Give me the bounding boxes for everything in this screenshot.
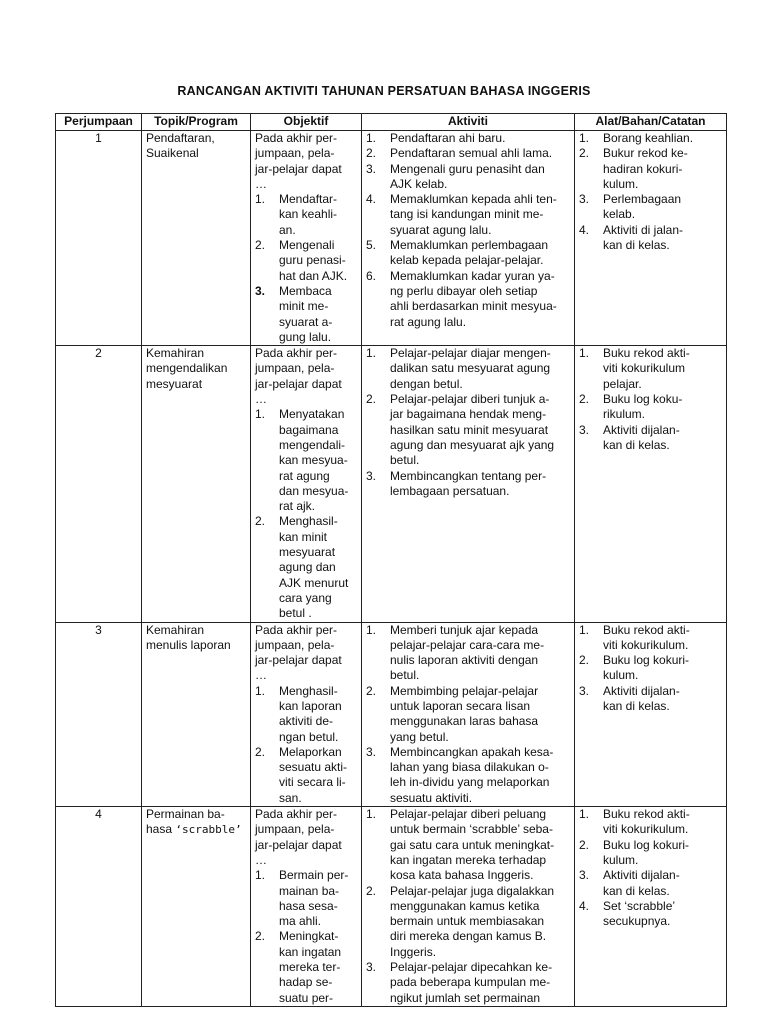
materials-list xyxy=(579,131,722,253)
list-item: 2. Pelajar-pelajar diberi tunjuk a- jar bagaimana hendak meng- hasilkan satu minit mesyuarat agung dan mesyuarat ajk yang betul. xyxy=(366,392,555,468)
list-item: 3. Aktiviti dijalan- kan di kelas. xyxy=(579,422,680,452)
objective-list xyxy=(255,868,357,1006)
objective-intro: Pada akhir per- jumpaan, pela- jar-pelajar dapat … xyxy=(255,131,342,191)
list-item: 1. Memberi tunjuk ajar kepada pelajar-pelajar cara-cara me- nulis laporan aktiviti dengan betul. xyxy=(366,622,545,683)
activity-table xyxy=(55,113,727,1007)
meeting-number: 3 xyxy=(56,622,142,807)
list-item: 2. Buku log koku- rikulum. xyxy=(579,392,683,422)
table-row xyxy=(56,807,727,1007)
list-item: 2. Buku log kokuri- kulum. xyxy=(579,837,690,867)
list-item: 4. Set ‘scrabble’ secukupnya. xyxy=(579,898,676,929)
table-row xyxy=(56,346,727,622)
objective-intro: Pada akhir per- jumpaan, pela- jar-pelajar dapat … xyxy=(255,622,342,683)
activity-list xyxy=(366,346,570,499)
list-item: 2. Membimbing pelajar-pelajar untuk laporan secara lisan menggunakan laras bahasa yang betul. xyxy=(366,683,539,744)
activity-cell xyxy=(362,131,575,346)
topic-cell: Kemahiran menulis laporan xyxy=(142,622,251,807)
objective-list xyxy=(255,192,357,345)
activity-cell xyxy=(362,807,575,1007)
list-item: 2. Buku log kokuri- kulum. xyxy=(579,653,690,683)
list-item: 4. Aktiviti di jalan- kan di kelas. xyxy=(579,222,684,253)
objective-cell xyxy=(251,622,362,807)
topic-cell: Pendaftaran, Suaikenal xyxy=(142,131,251,346)
objective-cell xyxy=(251,807,362,1007)
list-item: 1. Pelajar-pelajar diajar mengen- dalikan satu mesyuarat agung dengan betul. xyxy=(366,346,551,391)
materials-list xyxy=(579,807,722,929)
materials-cell xyxy=(575,346,727,622)
activity-list xyxy=(366,807,570,1006)
list-item: 2. Mengenali guru penasi- hat dan AJK. xyxy=(255,238,348,283)
activity-list xyxy=(366,131,570,330)
list-item: 1. Menyatakan bagaimana mengendali- kan mesyua- rat agung dan mesyua- rat ajk. xyxy=(255,407,349,514)
table-row xyxy=(56,622,727,807)
list-item: 4. Memaklumkan kepada ahli ten- tang isi kandungan minit me- syuarat agung lalu. xyxy=(366,192,557,237)
list-item: 1. Buku rekod akti- viti kokurikulum. xyxy=(579,622,690,652)
list-item: 3. Pelajar-pelajar dipecahkan ke- pada beberapa kumpulan me- ngikut jumlah set permainan xyxy=(366,960,553,1005)
list-item: 6. Memaklumkan kadar yuran ya- ng perlu dibayar oleh setiap ahli berdasarkan minit mesyua- rat agung lalu. xyxy=(366,268,557,329)
list-item: 2. Meningkat- kan ingatan mereka ter- hadap se- suatu per- xyxy=(255,929,342,1005)
topic-line: hasa ‘scrabble’ xyxy=(146,822,242,837)
materials-cell xyxy=(575,131,727,346)
objective-list xyxy=(255,407,357,621)
list-item: 3. Aktiviti dijalan- kan di kelas. xyxy=(579,868,680,898)
table-header-row xyxy=(56,114,727,131)
list-item: 1. Menghasil- kan laporan aktiviti de- ngan betul. xyxy=(255,683,342,744)
list-item: 1. Buku rekod akti- viti kokurikulum pelajar. xyxy=(579,346,690,391)
list-item: 3. Mengenali guru penasiht dan AJK kelab. xyxy=(366,161,545,191)
list-item: 3. Aktiviti dijalan- kan di kelas. xyxy=(579,683,680,713)
objective-intro: Pada akhir per- jumpaan, pela- jar-pelajar dapat … xyxy=(255,807,342,867)
activity-cell xyxy=(362,622,575,807)
materials-list xyxy=(579,623,722,715)
topic-cell: Kemahiran mengendalikan mesyuarat xyxy=(142,346,251,622)
activity-cell xyxy=(362,346,575,622)
materials-cell xyxy=(575,807,727,1007)
meeting-number: 1 xyxy=(56,131,142,346)
list-item: 3. Membincangkan tentang per- lembagaan persatuan. xyxy=(366,468,547,498)
topic-line: Permainan ba- xyxy=(146,807,225,822)
header-topik: Topik/Program xyxy=(142,114,251,131)
objective-cell xyxy=(251,131,362,346)
list-item: 1. Buku rekod akti- viti kokurikulum. xyxy=(579,807,690,837)
materials-list xyxy=(579,346,722,453)
list-item: 1. Pelajar-pelajar diberi peluang untuk bermain ‘scrabble’ seba- gai satu cara untuk meningkat- kan ingatan mereka terhadap kosa kata bahasa Inggeris. xyxy=(366,807,555,883)
topic-cell xyxy=(142,807,251,1007)
list-item: 3. Membaca minit me- syuarat a- gung lalu. xyxy=(255,283,333,344)
activity-list xyxy=(366,623,570,807)
list-item: 1. Mendaftar- kan keahli- an. xyxy=(255,192,338,237)
list-item: 2. Pendaftaran semual ahli lama. xyxy=(366,146,553,161)
list-item: 3. Perlembagaan kelab. xyxy=(579,192,682,222)
list-item: 1. Bermain per- mainan ba- hasa sesa- ma ahli. xyxy=(255,868,349,929)
list-item: 2. Bukur rekod ke- hadiran kokuri- kulum. xyxy=(579,146,688,191)
header-perjumpaan: Perjumpaan xyxy=(56,114,142,131)
objective-cell xyxy=(251,346,362,622)
list-item: 3. Membincangkan apakah kesa- lahan yang biasa dilakukan o- leh in-dividu yang melaporkan sesuatu aktiviti. xyxy=(366,744,554,805)
list-item: 2. Melaporkan sesuatu akti- viti secara li- san. xyxy=(255,744,348,805)
meeting-number: 2 xyxy=(56,346,142,622)
header-aktiviti: Aktiviti xyxy=(362,114,575,131)
table-row xyxy=(56,131,727,346)
list-item: 1. Pendaftaran ahi baru. xyxy=(366,131,506,145)
objective-list xyxy=(255,684,357,806)
list-item: 5. Memaklumkan perlembagaan kelab kepada pelajar-pelajar. xyxy=(366,238,549,268)
list-item: 2. Menghasil- kan minit mesyuarat agung dan AJK menurut cara yang betul . xyxy=(255,514,349,621)
list-item: 2. Pelajar-pelajar juga digalakkan menggunakan kamus ketika bermain untuk membiasakan diri mereka dengan kamus B. Inggeris. xyxy=(366,883,555,959)
meeting-number: 4 xyxy=(56,807,142,1007)
header-alat: Alat/Bahan/Catatan xyxy=(575,114,727,131)
objective-intro: Pada akhir per- jumpaan, pela- jar-pelajar dapat … xyxy=(255,346,342,407)
materials-cell xyxy=(575,622,727,807)
list-item: 1. Borang keahlian. xyxy=(579,131,694,145)
header-objektif: Objektif xyxy=(251,114,362,131)
document-title: RANCANGAN AKTIVITI TAHUNAN PERSATUAN BAHASA INGGERIS xyxy=(177,84,591,98)
